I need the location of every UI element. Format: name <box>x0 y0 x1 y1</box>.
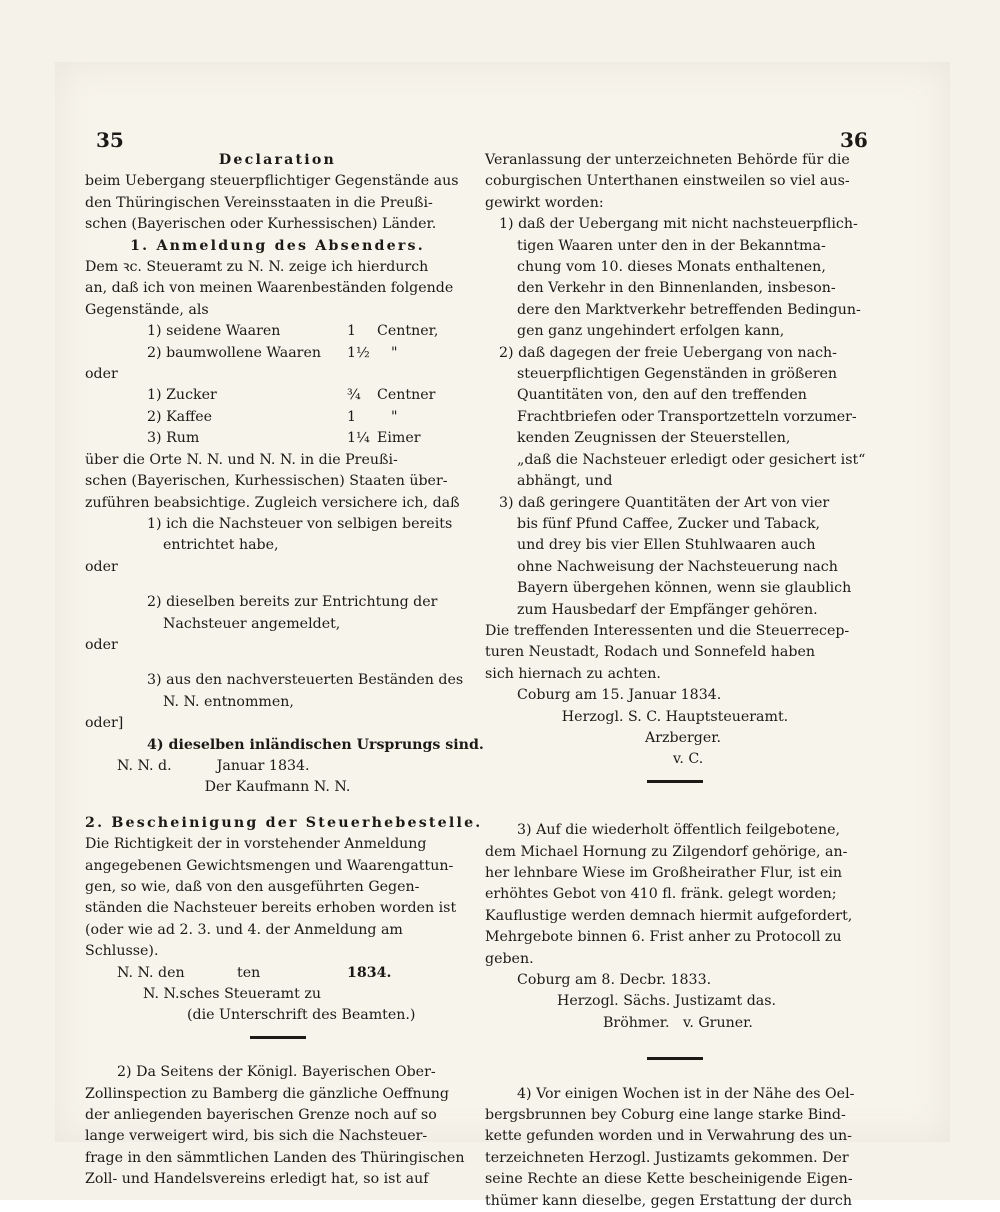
goods-row <box>85 385 470 406</box>
office-signature: Herzogl. Sächs. Justizamt das. <box>557 993 777 1010</box>
certification-line: Schlusse). <box>85 943 159 960</box>
point-line: steuerpflichtigen Gegenständen in größeren <box>517 366 838 383</box>
place-date: Coburg am 15. Januar 1834. <box>517 687 722 704</box>
goods-row <box>85 407 470 428</box>
notice-line: Kauflustige werden demnach hiermit aufgefordert, <box>485 907 853 924</box>
signer-names: Bröhmer. v. Gruner. <box>603 1014 753 1031</box>
notice-line: seine Rechte an diese Kette bescheinigende Eigen- <box>485 1171 853 1188</box>
notice-line: lange verweigert wird, bis sich die Nachsteuer- <box>85 1128 428 1145</box>
intro-line: Gegenstände, als <box>85 301 209 318</box>
merchant-signature: Der Kaufmann N. N. <box>204 779 351 796</box>
section-heading-1: 1. Anmeldung des Absenders. <box>130 237 425 254</box>
goods-unit: " <box>391 408 398 425</box>
point-line: chung vom 10. dieses Monats enthaltenen, <box>517 259 826 276</box>
goods-qty: 1¼ <box>347 430 370 447</box>
option-line: entrichtet habe, <box>163 537 279 554</box>
point-line: 2) daß dagegen der freie Uebergang von nach- <box>499 344 837 361</box>
notice-line: geben. <box>485 950 534 967</box>
point-line: abhängt, und <box>517 473 613 490</box>
point-line: den Verkehr in den Binnenlanden, insbeson- <box>517 280 836 297</box>
point-line: 3) daß geringere Quantitäten der Art von vier <box>499 494 830 511</box>
declaration-title: Declaration <box>218 152 337 168</box>
option-line: 2) dieselben bereits zur Entrichtung der <box>147 594 438 611</box>
intro-line: Dem ꝛc. Steueramt zu N. N. zeige ich hierdurch <box>85 259 429 276</box>
notice-line: dem Michael Hornung zu Zilgendorf gehörige, an- <box>485 843 848 860</box>
certification-line: angegebenen Gewichtsmengen und Waarengattun- <box>85 857 454 874</box>
goods-unit: Eimer <box>377 430 421 447</box>
notice-line: erhöhtes Gebot von 410 fl. fränk. gelegt worden; <box>485 886 837 903</box>
page-number-left: 35 <box>96 128 124 152</box>
oder-label: oder <box>85 366 118 383</box>
oder-label: oder <box>85 636 118 653</box>
transport-line: zuführen beabsichtige. Zugleich versichere ich, daß <box>85 494 460 511</box>
goods-unit: " <box>391 344 398 361</box>
point-line: Bayern übergehen können, wenn sie glaublich <box>517 580 852 597</box>
notice-line: 4) Vor einigen Wochen ist in der Nähe des Oel- <box>517 1085 855 1102</box>
cert-place: N. N. den <box>117 964 185 981</box>
point-line: und drey bis vier Ellen Stuhlwaaren auch <box>517 537 816 554</box>
subtitle-line: den Thüringischen Vereinsstaaten in die Preußi- <box>85 194 433 211</box>
closing-line: Die treffenden Interessenten und die Steuerrecep- <box>485 622 850 639</box>
notice-line: terzeichneten Herzogl. Justizamts gekommen. Der <box>485 1149 849 1166</box>
notice-line: Zoll- und Handelsvereins erledigt hat, so ist auf <box>85 1171 429 1188</box>
goods-name: 2) baumwollene Waaren <box>147 344 321 361</box>
notice-line: kette gefunden worden und in Verwahrung des un- <box>485 1128 852 1145</box>
oder-label: oder] <box>85 715 124 732</box>
certification-line: gen, so wie, daß von den ausgeführten Gegen- <box>85 879 420 895</box>
point-line: 1) daß der Uebergang mit nicht nachsteuerpflich- <box>499 216 858 233</box>
point-line: zum Hausbedarf der Empfänger gehören. <box>517 601 818 618</box>
point-line: dere den Marktverkehr betreffenden Bedingun- <box>517 301 861 318</box>
separator-rule <box>485 1048 865 1069</box>
right-column <box>485 150 865 1212</box>
goods-row <box>85 343 470 364</box>
place-date: Coburg am 8. Decbr. 1833. <box>517 972 712 989</box>
goods-unit: Centner <box>377 387 436 404</box>
continuation-line: gewirkt worden: <box>485 194 604 211</box>
transport-line: schen (Bayerischen, Kurhessischen) Staaten über- <box>85 473 448 490</box>
continuation-line: coburgischen Unterthanen einstweilen so viel aus- <box>485 173 850 190</box>
subtitle-line: beim Uebergang steuerpflichtiger Gegenstände aus <box>85 173 459 190</box>
notice-line: Zollinspection zu Bamberg die gänzliche Oeffnung <box>85 1085 449 1102</box>
certification-line: ständen die Nachsteuer bereits erhoben worden ist <box>85 900 457 917</box>
page-number-right: 36 <box>840 128 868 152</box>
option-line: 1) ich die Nachsteuer von selbigen bereits <box>147 515 453 532</box>
goods-name: 3) Rum <box>147 430 200 447</box>
separator-rule <box>85 1027 470 1048</box>
certification-line: Die Richtigkeit der in vorstehender Anmeldung <box>85 836 427 853</box>
goods-row <box>85 321 470 342</box>
subtitle-line: schen (Bayerischen oder Kurhessischen) Länder. <box>85 216 437 233</box>
point-line: Quantitäten von, den auf den treffenden <box>517 387 807 404</box>
goods-qty: 1½ <box>347 344 370 361</box>
notice-line: 3) Auf die wiederholt öffentlich feilgebotene, <box>517 822 840 839</box>
declaration-date: N. N. d. Januar 1834. <box>117 757 310 774</box>
continuation-line: Veranlassung der unterzeichneten Behörde für die <box>485 152 850 168</box>
point-line: ohne Nachweisung der Nachsteuerung nach <box>517 558 838 575</box>
oder-label: oder <box>85 558 118 575</box>
notice-line: thümer kann dieselbe, gegen Erstattung der durch <box>485 1192 852 1209</box>
goods-name: 1) seidene Waaren <box>147 323 281 340</box>
closing-line: turen Neustadt, Rodach und Sonnefeld haben <box>485 644 815 661</box>
goods-qty: 1 <box>347 323 357 340</box>
separator-rule <box>485 771 865 792</box>
goods-qty: 1 <box>347 408 357 425</box>
certification-line: (oder wie ad 2. 3. und 4. der Anmeldung am <box>85 921 403 938</box>
option-line: 4) dieselben inländischen Ursprungs sind. <box>147 736 484 753</box>
section-heading-2: 2. Bescheinigung der Steuerhebestelle. <box>85 814 483 831</box>
point-line: bis fünf Pfund Caffee, Zucker und Taback, <box>517 515 821 532</box>
left-column <box>85 150 484 1191</box>
notice-line: her lehnbare Wiese im Großheirather Flur, ist ein <box>485 864 843 881</box>
point-line: kenden Zeugnissen der Steuerstellen, <box>517 430 791 447</box>
signer-name: v. C. <box>673 751 704 768</box>
signer-name: Arzberger. <box>645 729 721 746</box>
point-line: tigen Waaren unter den in der Bekanntma- <box>517 237 826 254</box>
notice-line: Mehrgebote binnen 6. Frist anher zu Protocoll zu <box>485 929 842 946</box>
office-line: N. N.sches Steueramt zu <box>143 986 321 1003</box>
notice-line: 2) Da Seitens der Königl. Bayerischen Ober- <box>117 1064 436 1081</box>
certification-date <box>85 963 470 984</box>
goods-name: 1) Zucker <box>147 387 217 404</box>
point-line: „daß die Nachsteuer erledigt oder gesichert ist“ <box>517 451 866 468</box>
closing-line: sich hiernach zu achten. <box>485 665 661 682</box>
notice-line: bergsbrunnen bey Coburg eine lange starke Bind- <box>485 1107 846 1124</box>
option-line: Nachsteuer angemeldet, <box>163 615 341 632</box>
goods-unit: Centner, <box>377 323 439 340</box>
goods-row <box>85 428 470 449</box>
option-line: 3) aus den nachversteuerten Beständen des <box>147 672 464 689</box>
option-line: N. N. entnommen, <box>163 693 294 710</box>
cert-year: 1834. <box>347 964 392 981</box>
point-line: Frachtbriefen oder Transportzetteln vorzumer- <box>517 408 857 425</box>
point-line: gen ganz ungehindert erfolgen kann, <box>517 323 785 340</box>
transport-line: über die Orte N. N. und N. N. in die Preußi- <box>85 451 398 468</box>
goods-qty: ¾ <box>347 387 361 404</box>
office-signature: Herzogl. S. C. Hauptsteueramt. <box>561 708 789 725</box>
notice-line: der anliegenden bayerischen Grenze noch auf so <box>85 1107 437 1124</box>
goods-name: 2) Kaffee <box>147 408 213 425</box>
cert-day: ten <box>237 964 261 981</box>
intro-line: an, daß ich von meinen Waarenbeständen folgende <box>85 280 454 297</box>
signature-note: (die Unterschrift des Beamten.) <box>187 1007 416 1024</box>
notice-line: frage in den sämmtlichen Landen des Thüringischen <box>85 1149 465 1166</box>
